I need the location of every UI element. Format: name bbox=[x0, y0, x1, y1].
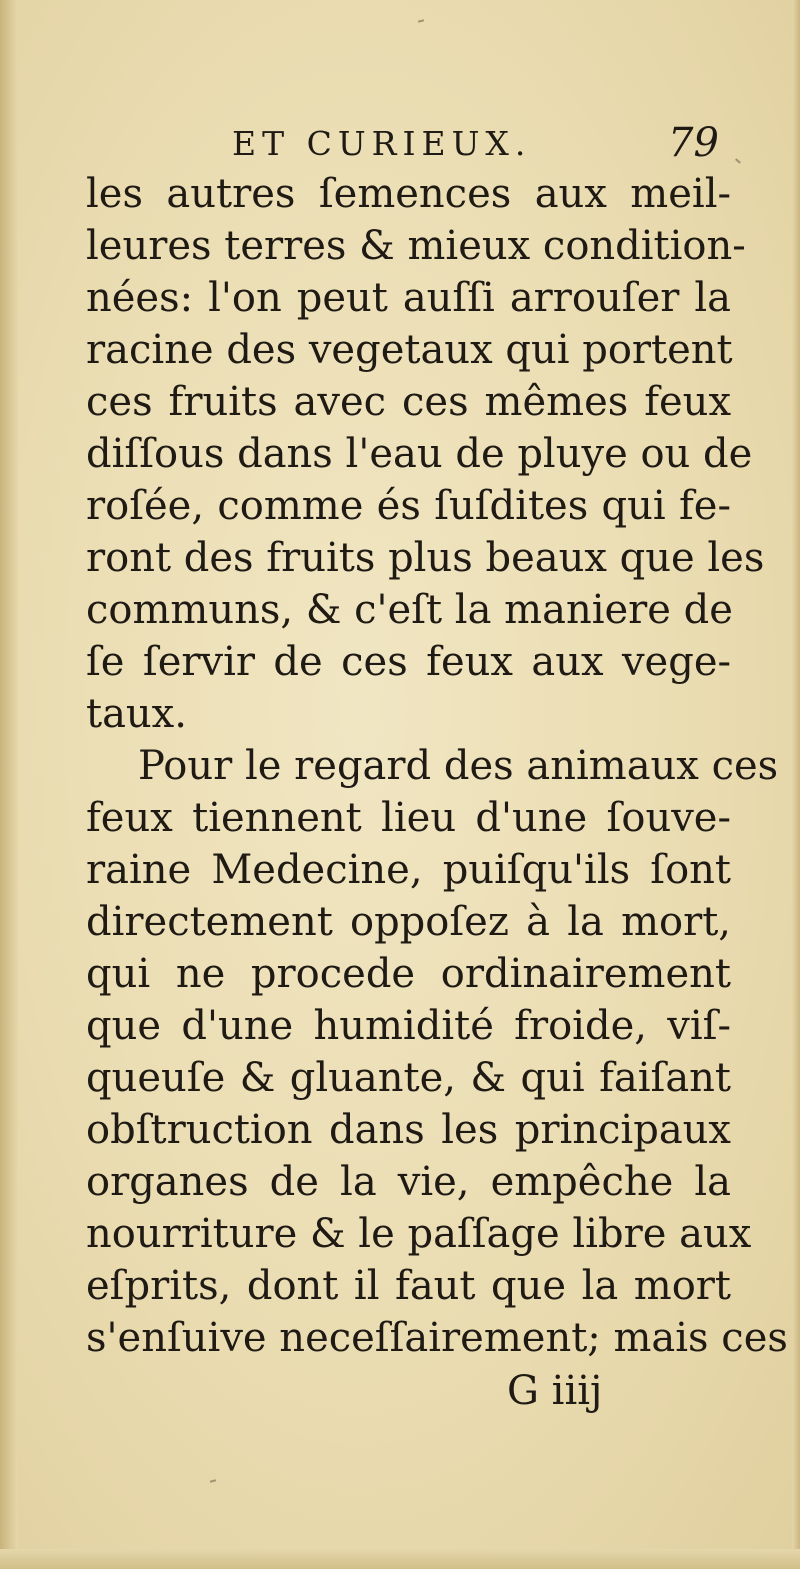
text-line: leures terres & mieux condition- bbox=[86, 223, 746, 269]
signature-mark: G iiij bbox=[507, 1368, 603, 1414]
text-line: que d'une humidité froide, viſ- bbox=[86, 1003, 731, 1049]
paper-speck bbox=[418, 19, 424, 22]
page-gutter-shadow bbox=[0, 0, 18, 1569]
running-title: ET CURIEUX. bbox=[232, 124, 532, 163]
text-line: racine des vegetaux qui portent bbox=[86, 327, 733, 373]
text-line: raine Medecine, puiſqu'ils ſont bbox=[86, 847, 731, 893]
paper-speck bbox=[210, 1479, 216, 1482]
text-line: nées: l'on peut auſſi arrouſer la bbox=[86, 275, 731, 321]
text-line: qui ne procede ordinairement bbox=[86, 951, 731, 997]
text-line: les autres ſemences aux meil- bbox=[86, 171, 731, 217]
running-header bbox=[0, 118, 800, 170]
text-line: s'enſuive neceſſairement; mais ces bbox=[86, 1315, 788, 1361]
text-line: directement oppoſez à la mort, bbox=[86, 899, 731, 945]
text-line: feux tiennent lieu d'une ſouve- bbox=[86, 795, 731, 841]
text-line: queuſe & gluante, & qui faiſant bbox=[86, 1055, 731, 1101]
text-line: roſée, comme és ſuſdites qui fe- bbox=[86, 483, 731, 529]
text-line: nourriture & le paſſage libre aux bbox=[86, 1211, 752, 1257]
page-bottom-edge bbox=[0, 1549, 800, 1569]
text-line: organes de la vie, empêche la bbox=[86, 1159, 731, 1205]
page-right-edge bbox=[792, 0, 800, 1569]
text-line: ront des fruits plus beaux que les bbox=[86, 535, 765, 581]
text-line: eſprits, dont il faut que la mort bbox=[86, 1263, 731, 1309]
text-line: ces fruits avec ces mêmes feux bbox=[86, 379, 731, 425]
text-line: taux. bbox=[86, 691, 187, 737]
text-line: obſtruction dans les principaux bbox=[86, 1107, 731, 1153]
text-line: diſſous dans l'eau de pluye ou de bbox=[86, 431, 753, 477]
paragraph-first-line: Pour le regard des animaux ces bbox=[138, 743, 779, 789]
page-number: 79 bbox=[668, 120, 719, 166]
text-line: communs, & c'eſt la maniere de bbox=[86, 587, 733, 633]
text-line: ſe ſervir de ces feux aux vege- bbox=[86, 639, 731, 685]
